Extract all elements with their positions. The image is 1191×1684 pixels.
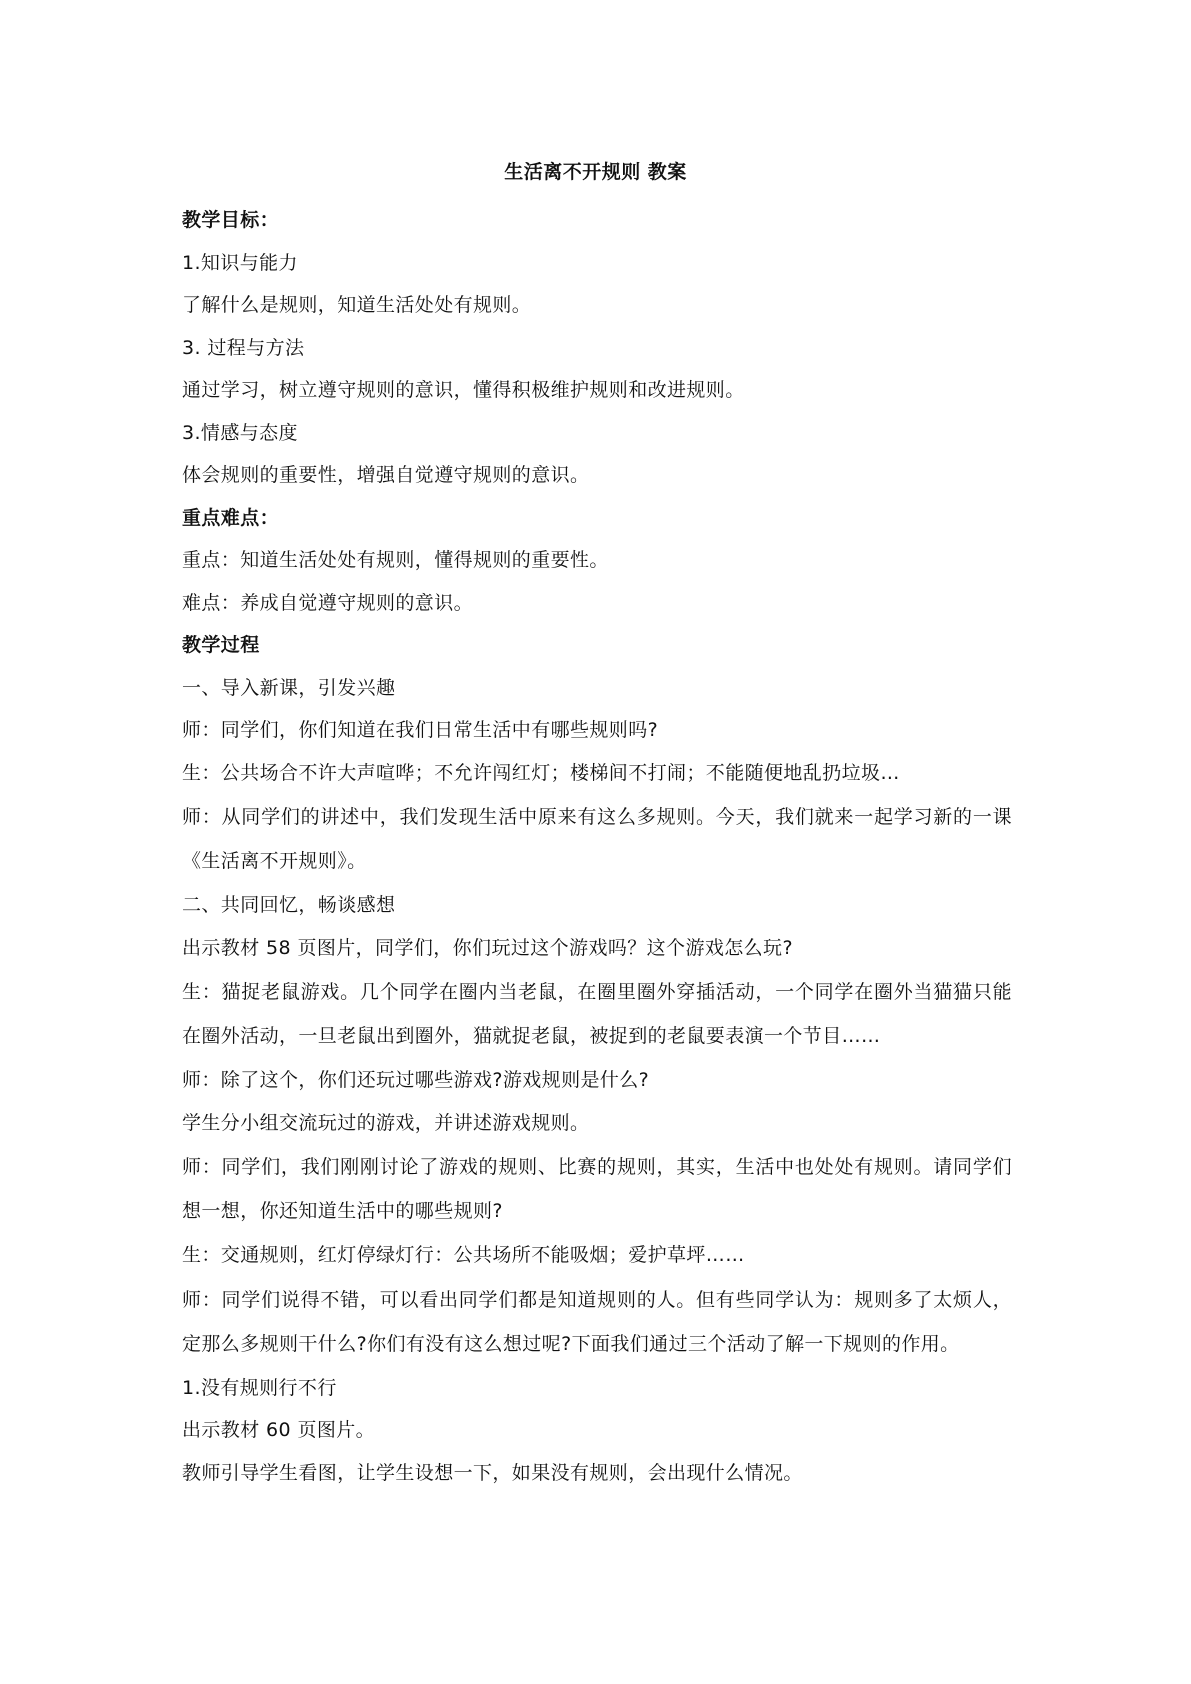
paragraph-show-picture-60: 出示教材 60 页图片。: [182, 1419, 376, 1441]
paragraph-objective-2-heading: 3. 过程与方法: [182, 336, 305, 359]
paragraph-section-2-heading: 二、共同回忆，畅谈感想: [182, 894, 396, 916]
paragraph-difficult-point: 难点：养成自觉遵守规则的意识。: [182, 591, 474, 614]
paragraph-teacher-question-3: 师：同学们，我们刚刚讨论了游戏的规则、比赛的规则，其实，生活中也处处有规则。请同学们想一想，你还知道生活中的哪些规则?: [182, 1156, 1012, 1222]
paragraph-student-answer-1: 生：公共场合不许大声喧哗；不允许闯红灯；楼梯间不打闹；不能随便地乱扔垃圾…: [182, 761, 900, 784]
paragraph-teacher-question-2: 师：除了这个，你们还玩过哪些游戏?游戏规则是什么?: [182, 1069, 650, 1091]
paragraph-objective-3-heading: 3.情感与态度: [182, 421, 298, 444]
paragraph-teacher-intro: 师：从同学们的讲述中，我们发现生活中原来有这么多规则。今天，我们就来一起学习新的一课《生活离不开规则》。: [182, 806, 1012, 872]
paragraph-objective-3-text: 体会规则的重要性，增强自觉遵守规则的意识。: [182, 464, 590, 486]
paragraph-heading-objectives: 教学目标：: [182, 209, 280, 231]
document-title: 生活离不开规则 教案: [504, 161, 687, 183]
paragraph-heading-key-points: 重点难点：: [182, 506, 280, 529]
paragraph-student-answer-2: 生：猫捉老鼠游戏。几个同学在圈内当老鼠，在圈里圈外穿插活动，一个同学在圈外当猫猫只能在圈外活动，一旦老鼠出到圈外，猫就捉老鼠，被捉到的老鼠要表演一个节目……: [182, 981, 1012, 1047]
paragraph-activity-1-heading: 1.没有规则行不行: [182, 1376, 337, 1399]
paragraph-heading-process: 教学过程: [182, 634, 260, 656]
paragraph-objective-1-heading: 1.知识与能力: [182, 251, 298, 274]
paragraph-teacher-guide: 教师引导学生看图，让学生设想一下，如果没有规则，会出现什么情况。: [182, 1461, 803, 1484]
paragraph-objective-2-text: 通过学习，树立遵守规则的意识，懂得积极维护规则和改进规则。: [182, 379, 745, 401]
paragraph-teacher-statement: 师：同学们说得不错，可以看出同学们都是知道规则的人。但有些同学认为：规则多了太烦人，定那么多规则干什么?你们有没有这么想过呢?下面我们通过三个活动了解一下规则的作用。: [182, 1288, 1012, 1355]
paragraph-show-picture-58: 出示教材 58 页图片，同学们，你们玩过这个游戏吗？这个游戏怎么玩?: [182, 936, 793, 959]
paragraph-student-answer-3: 生：交通规则，红灯停绿灯行：公共场所不能吸烟；爱护草坪……: [182, 1244, 745, 1266]
paragraph-section-1-heading: 一、导入新课，引发兴趣: [182, 676, 396, 699]
paragraph-teacher-question-1: 师：同学们，你们知道在我们日常生活中有哪些规则吗?: [182, 719, 659, 741]
paragraph-key-point: 重点：知道生活处处有规则，懂得规则的重要性。: [182, 549, 609, 571]
document-body: [182, 199, 1012, 1494]
paragraph-objective-1-text: 了解什么是规则，知道生活处处有规则。: [182, 294, 532, 316]
paragraph-group-discussion: 学生分小组交流玩过的游戏，并讲述游戏规则。: [182, 1111, 590, 1134]
